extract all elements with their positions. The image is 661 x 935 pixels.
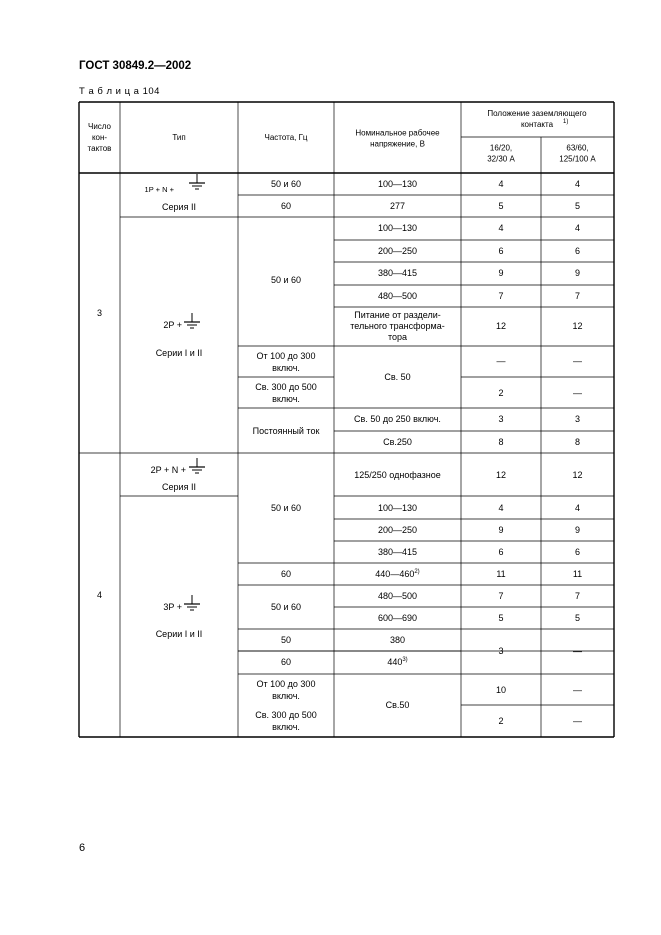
type-series: Серия II <box>162 482 196 492</box>
contacts-count: 3 <box>96 308 103 318</box>
pos-large-cell: 4 <box>574 223 581 233</box>
pos-large-cell: 9 <box>574 268 581 278</box>
pos-large-cell: 4 <box>574 179 581 189</box>
pos-large-cell: 7 <box>574 591 581 601</box>
type-formula: 1P + N + <box>144 185 174 194</box>
voltage-cell: 100—130 <box>377 179 418 190</box>
pos-small-cell: 2 <box>498 716 504 726</box>
voltage-cell: Св. 50 до 250 включ. <box>354 414 441 425</box>
header-type: Тип <box>172 133 186 142</box>
header-pos-large: 125/100 А <box>559 154 596 164</box>
voltage-cell: тельного трансформа- <box>350 321 445 332</box>
ground-symbol-icon <box>189 458 205 473</box>
header-frequency: Частота, Гц <box>264 133 308 142</box>
voltage-cell: 480—500 <box>377 591 418 601</box>
pos-small-cell: 6 <box>498 246 504 256</box>
header-ground-position-footnote: 1) <box>563 119 569 125</box>
frequency-cell: 50 и 60 <box>270 503 302 514</box>
frequency-cell: 60 <box>280 569 292 580</box>
header-voltage: Номинальное рабочее <box>355 128 440 138</box>
voltage-cell: 100—130 <box>377 503 418 513</box>
frequency-cell: От 100 до 300 <box>256 679 316 690</box>
header-pos-large: 63/60, <box>566 143 589 153</box>
pos-small-cell: 4 <box>498 223 504 233</box>
pos-small-cell: 7 <box>498 291 504 301</box>
header-contacts-count: тактов <box>87 143 112 153</box>
pos-large-cell: — <box>573 716 582 726</box>
voltage-cell: 380—415 <box>377 268 418 279</box>
voltage-cell: 440$^{3)}$ <box>387 657 408 667</box>
frequency-cell: 60 <box>280 201 292 212</box>
pos-large-cell: — <box>573 646 582 656</box>
pos-large-cell: 12 <box>572 321 583 331</box>
frequency-cell: 50 и 60 <box>270 602 302 613</box>
ground-symbol-icon <box>184 595 200 610</box>
pos-large-cell: — <box>573 388 582 398</box>
type-series: Серии I и II <box>155 629 203 639</box>
ground-symbol-icon <box>189 174 205 189</box>
pos-large-cell: 3 <box>574 414 581 424</box>
voltage-cell: тора <box>387 332 408 343</box>
pos-small-cell: 11 <box>496 569 506 579</box>
voltage-cell: 440—460$^{2)}$ <box>375 569 420 579</box>
pos-small-cell: 9 <box>498 268 504 278</box>
pos-small-cell: 12 <box>495 470 507 480</box>
pos-large-cell: 5 <box>574 613 581 623</box>
pos-small-cell: 12 <box>495 321 507 331</box>
pos-small-cell: 4 <box>498 503 504 513</box>
frequency-cell: Постоянный ток <box>252 426 320 437</box>
frequency-cell: От 100 до 300 <box>256 351 316 362</box>
frequency-cell: включ. <box>272 363 300 374</box>
frequency-cell: Св. 300 до 500 <box>255 382 317 393</box>
pos-large-cell: 6 <box>574 547 581 557</box>
voltage-cell: Св. 50 <box>384 372 411 383</box>
type-formula: 2P + N + <box>150 465 186 475</box>
frequency-cell: Св. 300 до 500 <box>255 710 317 721</box>
pos-large-cell: 12 <box>572 470 583 480</box>
pos-large-cell: — <box>573 685 582 695</box>
frequency-cell: включ. <box>272 394 300 405</box>
table-caption: Т а б л и ц а 104 <box>79 86 160 97</box>
voltage-cell: 200—250 <box>377 246 418 257</box>
voltage-cell: 600—690 <box>377 613 418 623</box>
pos-large-cell: 9 <box>574 525 581 535</box>
voltage-cell: 277 <box>389 201 406 212</box>
ground-symbol-icon <box>184 313 200 328</box>
frequency-cell: 60 <box>280 657 292 668</box>
pos-large-cell: 4 <box>574 503 581 513</box>
pos-large-cell: 11 <box>572 569 583 579</box>
type-formula: 3P + <box>163 602 182 612</box>
pos-small-cell: 5 <box>498 613 504 623</box>
type-formula: 2P + <box>163 320 182 330</box>
header-ground-position: контакта <box>520 120 554 129</box>
document-header: ГОСТ 30849.2—2002 <box>79 60 192 72</box>
pos-small-cell: 2 <box>498 388 504 398</box>
voltage-cell: 380—415 <box>377 547 418 557</box>
pos-small-cell: 3 <box>498 414 504 424</box>
pos-small-cell: 3 <box>498 646 504 656</box>
frequency-cell: 50 и 60 <box>270 275 302 286</box>
frequency-cell: включ. <box>272 691 300 702</box>
voltage-cell: 200—250 <box>377 525 418 535</box>
page-number: 6 <box>79 842 86 854</box>
pos-small-cell: — <box>496 356 506 366</box>
pos-small-cell: 7 <box>498 591 504 601</box>
frequency-cell: 50 <box>280 635 292 646</box>
pos-large-cell: 6 <box>574 246 581 256</box>
pos-large-cell: — <box>573 356 582 366</box>
header-pos-small: 32/30 А <box>487 154 515 164</box>
pos-small-cell: 10 <box>495 685 507 695</box>
voltage-cell: Св.250 <box>383 437 412 448</box>
pos-large-cell: 8 <box>574 437 581 447</box>
type-series: Серия II <box>162 202 196 212</box>
voltage-cell: 100—130 <box>377 223 418 234</box>
frequency-cell: включ. <box>272 722 300 733</box>
frequency-cell: 50 и 60 <box>270 179 302 190</box>
pos-small-cell: 8 <box>498 437 504 447</box>
voltage-cell: 125/250 однофазное <box>354 470 441 480</box>
header-ground-position: Положение заземляющего <box>487 109 587 118</box>
contacts-count: 4 <box>96 590 103 600</box>
pos-small-cell: 6 <box>498 547 504 557</box>
pos-small-cell: 4 <box>498 179 504 189</box>
voltage-cell: 380 <box>389 635 406 645</box>
voltage-cell: Питание от раздели- <box>354 310 441 321</box>
pos-large-cell: 7 <box>574 291 581 301</box>
header-contacts-count: Число <box>87 121 112 131</box>
pos-small-cell: 5 <box>498 201 504 211</box>
type-series: Серии I и II <box>155 348 203 358</box>
voltage-cell: Св.50 <box>385 700 410 710</box>
header-pos-small: 16/20, <box>489 143 513 153</box>
pos-small-cell: 9 <box>498 525 504 535</box>
pos-large-cell: 5 <box>574 201 581 211</box>
voltage-cell: 480—500 <box>377 291 418 302</box>
header-contacts-count: кон- <box>91 132 108 142</box>
header-voltage: напряжение, В <box>370 139 425 149</box>
